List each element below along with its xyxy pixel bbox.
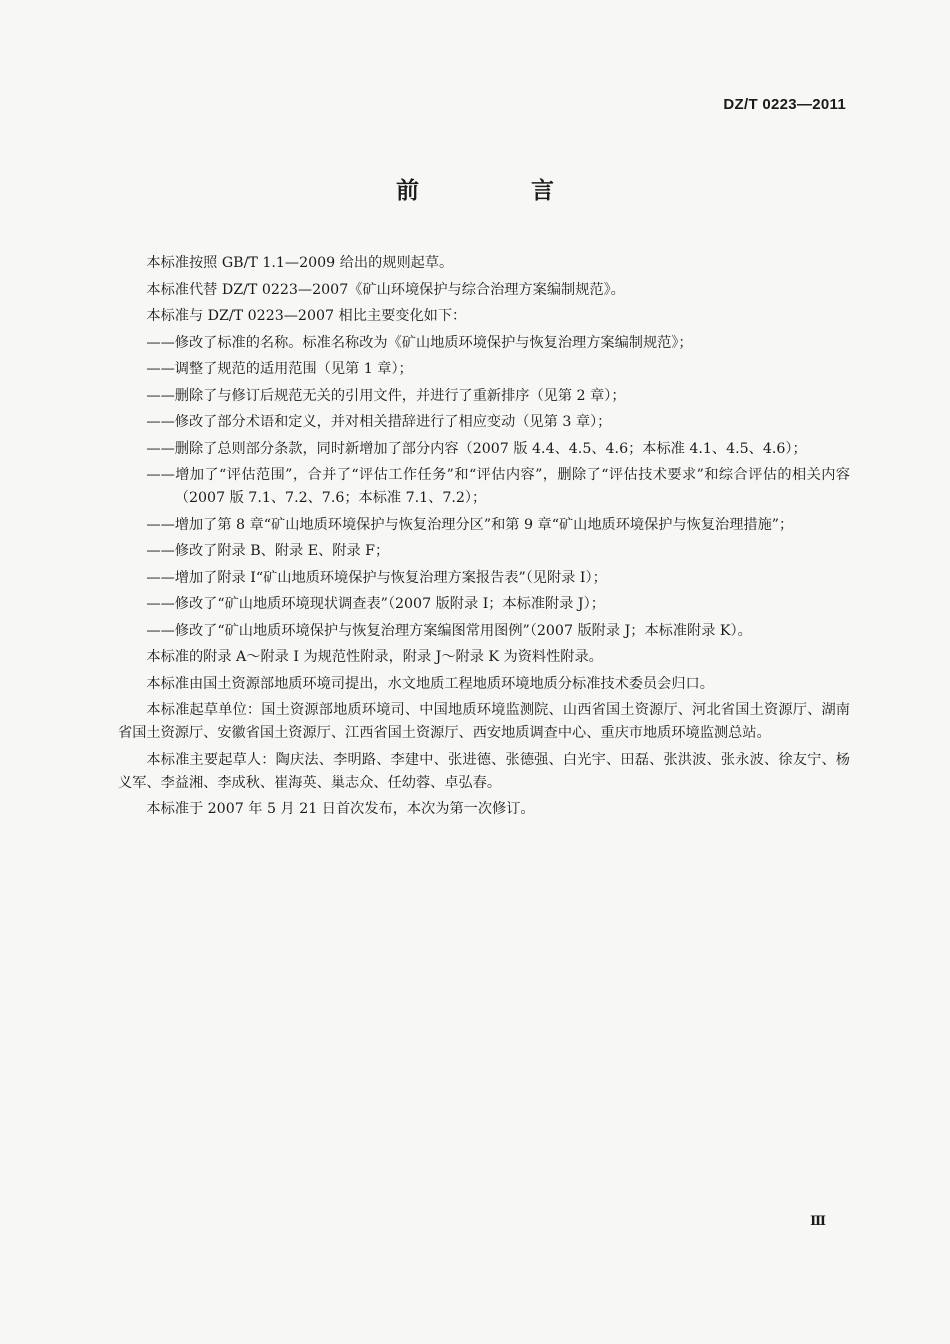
change-item: ——修改了标准的名称。标准名称改为《矿山地质环境保护与恢复治理方案编制规范》； [146,334,693,351]
paragraph: 本标准的附录 A～附录 I 为规范性附录，附录 J～附录 K 为资料性附录。 [146,649,603,665]
change-item: ——删除了总则部分条款，同时新增加了部分内容（2007 版 4.4、4.5、4.6；本标准 4.1、4.5、4.6）； [146,440,807,457]
change-item: ——修改了“矿山地质环境保护与恢复治理方案编图常用图例”（2007 版附录 J；本标准附录 K）。 [146,622,752,639]
change-item: ——修改了部分术语和定义，并对相关措辞进行了相应变动（见第 3 章）； [146,414,612,430]
change-item: ——修改了附录 B、附录 E、附录 F； [146,543,390,559]
document-body [118,252,850,825]
change-item: ——增加了附录 I“矿山地质环境保护与恢复治理方案报告表”（见附录 I）； [146,569,607,586]
page-number: Ⅲ [810,1214,826,1229]
change-item: ——增加了“评估范围”，合并了“评估工作任务”和“评估内容”，删除了“评估技术要求”和综合评估的相关内容（2007 版 7.1、7.2、7.6；本标准 7.1、7.2）； [146,467,850,506]
page-title: 前 言 [395,178,606,204]
change-item: ——删除了与修订后规范无关的引用文件，并进行了重新排序（见第 2 章）； [146,387,626,404]
change-item: ——增加了第 8 章“矿山地质环境保护与恢复治理分区”和第 9 章“矿山地质环境保护与恢复治理措施”； [146,516,794,533]
paragraph: 本标准代替 DZ/T 0223—2007《矿山环境保护与综合治理方案编制规范》。 [146,281,625,298]
paragraph: 本标准主要起草人：陶庆法、李明路、李建中、张进德、张德强、白光宇、田磊、张洪波、张永波、徐友宁、杨义军、李益湘、李成秋、崔海英、巢志众、任幼蓉、卓弘春。 [118,751,850,791]
paragraph: 本标准由国土资源部地质环境司提出，水文地质工程地质环境地质分标准技术委员会归口。 [146,675,714,692]
paragraph: 本标准于 2007 年 5 月 21 日首次发布，本次为第一次修订。 [146,801,535,817]
paragraph: 本标准与 DZ/T 0223—2007 相比主要变化如下： [146,308,467,324]
paragraph: 本标准按照 GB/T 1.1—2009 给出的规则起草。 [146,255,454,271]
standard-code: DZ/T 0223—2011 [723,96,846,113]
change-item: ——修改了“矿山地质环境现状调查表”（2007 版附录 I；本标准附录 J）； [146,596,605,612]
change-item: ——调整了规范的适用范围（见第 1 章）； [146,361,413,377]
paragraph: 本标准起草单位：国土资源部地质环境司、中国地质环境监测院、山西省国土资源厅、河北省国土资源厅、湖南省国土资源厅、安徽省国土资源厅、江西省国土资源厅、西安地质调查中心、重庆市地质环境监测总站。 [118,702,850,741]
